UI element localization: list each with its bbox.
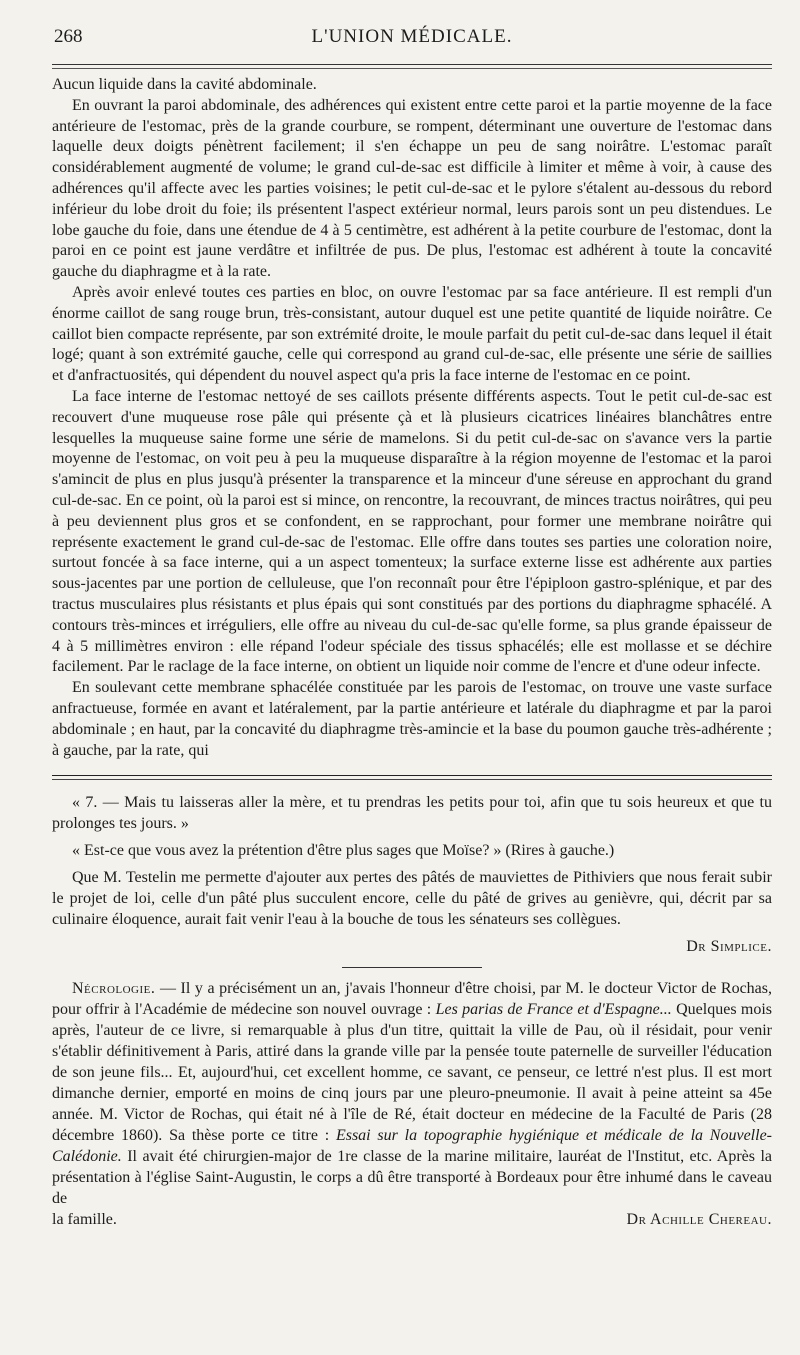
feuilleton-signature: Dr Simplice.	[686, 938, 772, 956]
article-paragraph: En soulevant cette membrane sphacélée constituée par les parois de l'estomac, on trouve une vaste surface anfractueuse, formée en avant et latéralement, par la partie antérieure et latérale du diaphragme et par la paroi abdominale ; en haut, par la concavité du diaphragme très-amincie et la base du poumon gauche très-adhérente ; à gauche, par la rate, qui	[52, 679, 772, 759]
page-number: 268	[54, 26, 83, 47]
necrologie-text: Il avait été chirurgien-major de 1re classe de la marine militaire, lauréat de l'Institut, etc. Après la présentation à l'église Saint-Augustin, le corps a dû être transporté à Bordeaux pour être inhumé dans le caveau de	[52, 1148, 772, 1208]
feuilleton-separator-thin	[52, 779, 772, 780]
case-report	[52, 75, 772, 761]
feuilleton-paragraph: Que M. Testelin me permette d'ajouter aux pertes des pâtés de mauviettes de Pithiviers que nous ferait subir le projet de loi, celle d'un pâté plus succulent encore, celle du pâté de grives au genièvre, qui, décrit par sa culinaire éloquence, aurait fait venir l'eau à la bouche de tous les sénateurs ses collègues.	[52, 869, 772, 929]
page-header	[52, 26, 772, 58]
article-paragraph: La face interne de l'estomac nettoyé de ses caillots présente différents aspects. Tout le petit cul-de-sac est recouvert d'une muqueuse rose pâle qui présente çà et là plusieurs cicatrices linéaires blanchâtres entre lesquelles la muqueuse saine forme une série de mamelons. Si du petit cul-de-sac on s'avance vers la partie moyenne de l'estomac, on voit peu à peu la muqueuse disparaître à la région moyenne de l'estomac et la paroi s'amincit de plus en plus jusqu'à présenter la transparence et la minceur d'une séreuse en approchant du grand cul-de-sac. En ce point, où la paroi est si mince, on rencontre, la recouvrant, de minces tractus noirâtres, qui peu à peu deviennent plus gros et se confondent, en se rapprochant, pour former une membrane noirâtre qui représente exactement le grand cul-de-sac de l'estomac. Elle offre dans toutes ses parties une coloration noire, surtout foncée à sa face interne, qui a un aspect tomenteux; la surface externe lisse est adhérente aux parties sous-jacentes par une portion de celluleuse, que l'on reconnaît pour être l'épiploon gastro-splénique, et par des tractus musculaires plus résistants et plus épais qui sont constitués par des portions du diaphragme sphacélé. A contours très-minces et irréguliers, elle offre au niveau du cul-de-sac qu'elle forme, sa plus grande épaisseur de 4 à 5 millimètres environ : elle répand l'odeur spéciale des tissus sphacélés; elle est mollasse et se déchire facilement. Par le raclage de la face interne, on obtient un liquide noir comme de l'encre et d'une odeur infecte.	[52, 387, 772, 676]
feuilleton-paragraph: « Est-ce que vous avez la prétention d'être plus sages que Moïse? » (Rires à gauche.)	[72, 842, 615, 860]
article-paragraph: En ouvrant la paroi abdominale, des adhérences qui existent entre cette paroi et la partie moyenne de la face antérieure de l'estomac, près de la grande courbure, se rompent, déterminant une ouverture de l'estomac dans laquelle deux doigts pénètrent facilement; il s'en échappe un peu de sang noirâtre. L'estomac paraît considérablement augmenté de volume; le grand cul-de-sac est difficile à limiter et même à voir, à cause des adhérences qu'il affecte avec les parties voisines; le petit cul-de-sac et le pylore s'étalent au-dessous du rebord inférieur du lobe droit du foie; ils présentent l'aspect extérieur normal, leurs parois sont un peu distendues. Le lobe gauche du foie, dans une étendue de 4 à 5 centimètre, est adhérent à la petite courbure de l'estomac, dont la paroi en ce point est jaune verdâtre et infiltrée de pus. De plus, l'estomac est adhérent à toute la concavité gauche du diaphragme et à la rate.	[52, 96, 772, 281]
necrologie-text: Quelques mois après, l'auteur de ce livre, si remarquable à plus d'un titre, quittait la ville de Pau, où il résidait, pour venir s'établir définitivement à Paris, attiré dans la grande ville par la pensée toute paternelle de surveiller l'éducation de son jeune fils... Et, aujourd'hui, cet excellent homme, ce savant, ce penseur, ce lettré n'est plus. Il est mort dimanche dernier, emporté en moins de cinq jours par une pleuro-pneumonie. Il avait à peine atteint sa 45e année. M. Victor de Rochas, qui était né à l'île de Ré, était docteur en médecine de la Faculté de Paris (28 décembre 1860). Sa thèse porte ce titre :	[52, 1001, 773, 1145]
section-divider	[342, 967, 482, 968]
necrologie-last-line	[52, 1209, 772, 1230]
feuilleton	[52, 792, 772, 957]
necrologie-signature: Dr Achille Chereau.	[626, 1211, 772, 1229]
necrologie	[52, 978, 772, 1209]
article-paragraph: Après avoir enlevé toutes ces parties en bloc, on ouvre l'estomac par sa face antérieure. Il est rempli d'un énorme caillot de sang rouge brun, très-consistant, autour duquel est une petite quantité de liquide noirâtre. Ce caillot bien compacte représente, par son extrémité droite, le moule parfait du petit cul-de-sac dans lequel il était logé; quant à son extrémité gauche, celle qui correspond au grand cul-de-sac, elle présente une série de saillies et d'anfractuosités, qui dépendent du nouvel aspect qu'a pris la face interne de l'estomac en ce point.	[52, 283, 772, 385]
article-paragraph: Aucun liquide dans la cavité abdominale.	[52, 76, 317, 93]
book-title: Les parias de France et d'Espagne...	[435, 1001, 672, 1019]
necrologie-heading: Nécrologie.	[72, 980, 156, 998]
header-rule-thin	[52, 68, 772, 69]
feuilleton-paragraph: « 7. — Mais tu laisseras aller la mère, et tu prendras les petits pour toi, afin que tu sois heureux et que tu prolonges tes jours. »	[52, 794, 772, 833]
thesis-title: Essai sur la topographie hygiénique et médicale de la Nouvelle-Calédonie.	[52, 1127, 773, 1166]
feuilleton-separator	[52, 775, 772, 776]
necrologie-text-end: la famille.	[52, 1211, 117, 1229]
header-rule	[52, 64, 772, 65]
necrologie-text: — Il y a précisément un an, j'avais l'honneur d'être choisi, par M. le docteur Victor de Rochas, pour offrir à l'Académie de médecine son nouvel ouvrage :	[52, 980, 772, 1019]
journal-title: L'UNION MÉDICALE.	[311, 26, 513, 47]
